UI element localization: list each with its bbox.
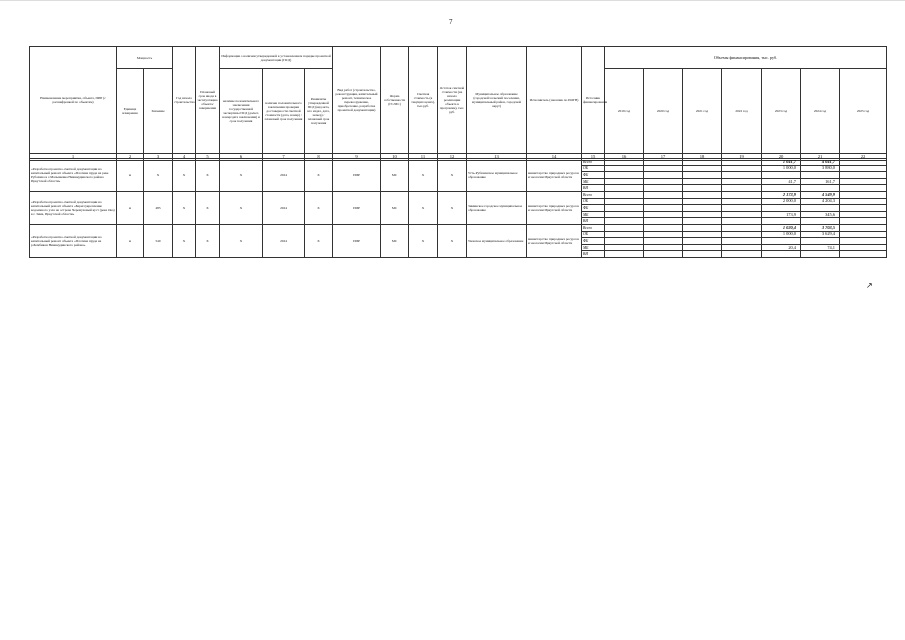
col-num: 21 — [801, 154, 840, 161]
year-2023-value — [762, 238, 801, 245]
executor-cell: министерство природных ресурсов и экологии Иркутской области — [527, 159, 582, 192]
year-value-cell — [722, 159, 762, 166]
year-2024-value: 4 041,7 — [801, 159, 840, 166]
year-2025-value — [840, 172, 887, 179]
municipality-cell: Зиминское городское муниципальное образование — [467, 191, 527, 224]
col-header-start-year: Год начала строительства — [173, 47, 196, 154]
year-value-cell — [605, 251, 644, 258]
year-value-cell — [605, 159, 644, 166]
table-row — [30, 159, 887, 166]
year-value-cell — [644, 178, 683, 185]
col-num: 22 — [840, 154, 887, 161]
year-2023-value — [762, 205, 801, 212]
year-2025-value — [840, 218, 887, 225]
col-num: 10 — [381, 154, 409, 161]
col-num: 8 — [305, 154, 333, 161]
ownership-cell: МС — [381, 159, 409, 192]
funding-source-cell: ФБ — [582, 205, 605, 212]
year-value-cell — [722, 205, 762, 212]
remaining-cost-cell: Х — [438, 159, 467, 192]
col-header-value: Значение — [144, 69, 173, 154]
work-type-cell: ПИР — [333, 191, 381, 224]
year-2025-value — [840, 224, 887, 231]
year-value-cell — [644, 159, 683, 166]
col-num: 9 — [333, 154, 381, 161]
col-num: 16 — [605, 154, 644, 161]
project-name: «Разработка проектно-сметной документации на капитальный ремонт объекта «Плотина пруда на реке Рубахина в с.Малышевка Нижнеудинского района Иркутской области» — [30, 159, 117, 192]
continuation-arrow-icon: ↗ — [866, 281, 873, 290]
year-2023-value — [762, 172, 801, 179]
year-value-cell — [644, 244, 683, 251]
year-2023-value — [762, 185, 801, 192]
col-num: 19 — [722, 154, 762, 161]
col-num: 15 — [582, 154, 605, 161]
year-2024-value: 3 880,0 — [801, 165, 840, 172]
year-value-cell — [644, 251, 683, 258]
col-header-year-2021: 2021 год — [683, 69, 722, 154]
year-value-cell — [683, 205, 722, 212]
page-number: 7 — [449, 18, 453, 26]
year-2024-value: 74,1 — [801, 244, 840, 251]
year-value-cell — [722, 191, 762, 198]
year-2023-value — [762, 251, 801, 258]
year-2023-value: 2 173,9 — [762, 191, 801, 198]
col-header-work-type: Вид работ (строительство, реконструкция, капитальный ремонт, техническое перевооружение, приобретение, разработка проектной документации) — [333, 47, 381, 154]
year-value-cell — [683, 178, 722, 185]
col-num: 11 — [409, 154, 438, 161]
year-value-cell — [683, 191, 722, 198]
expert-year-cell: 2024 — [263, 159, 305, 192]
year-value-cell — [644, 211, 683, 218]
col-header-requisites: Реквизиты утвержденной ПСД (вид акта, кто издал, дата, номер) / плановый срок получения — [305, 69, 333, 154]
docs-cell: Х — [220, 224, 263, 257]
year-2023-value: 1 000,0 — [762, 165, 801, 172]
year-value-cell — [683, 218, 722, 225]
col-num: 12 — [438, 154, 467, 161]
year-2024-value: 345,6 — [801, 211, 840, 218]
ownership-cell: МС — [381, 191, 409, 224]
year-2025-value — [840, 211, 887, 218]
year-2025-value — [840, 231, 887, 238]
projects-table-body — [29, 158, 887, 258]
year-value-cell — [683, 238, 722, 245]
year-2024-value: 4 204,3 — [801, 198, 840, 205]
expert-year-cell: 2024 — [263, 191, 305, 224]
estimated-cost-cell: Х — [409, 159, 438, 192]
col-header-name: Наименование мероприятия, объекта, ПИР (с расшифровкой по объектам) — [30, 47, 117, 154]
col-num: 7 — [263, 154, 305, 161]
year-value-cell — [722, 218, 762, 225]
year-2024-value — [801, 218, 840, 225]
year-value-cell — [644, 218, 683, 225]
year-value-cell — [683, 231, 722, 238]
year-value-cell — [722, 178, 762, 185]
year-2023-value: 41,7 — [762, 178, 801, 185]
start-year-cell: Х — [173, 224, 196, 257]
year-value-cell — [605, 185, 644, 192]
year-2025-value — [840, 198, 887, 205]
municipality-cell: Уковское муниципальное образование — [467, 224, 527, 257]
year-2024-value: 161,7 — [801, 178, 840, 185]
year-2023-value: 2 000,0 — [762, 198, 801, 205]
col-header-year-2025: 2025 год — [840, 69, 887, 154]
year-2024-value — [801, 238, 840, 245]
work-type-cell: ПИР — [333, 159, 381, 192]
commission-cell: Х — [196, 191, 220, 224]
scan-edge — [0, 0, 905, 1]
col-header-year-2023: 2023 год — [762, 69, 801, 154]
col-header-docs-availability: наличие положительного заключения государственной экспертизы ПСД (да/нет, номер/дата заключения) и срок получения — [220, 69, 263, 154]
year-value-cell — [683, 172, 722, 179]
year-value-cell — [683, 244, 722, 251]
year-2025-value — [840, 205, 887, 212]
year-value-cell — [605, 178, 644, 185]
funding-source-cell: Всего — [582, 159, 605, 166]
funding-source-cell: ФБ — [582, 172, 605, 179]
funding-source-cell: МБ — [582, 244, 605, 251]
commission-cell: Х — [196, 159, 220, 192]
year-2024-value — [801, 172, 840, 179]
year-value-cell — [722, 238, 762, 245]
year-value-cell — [722, 165, 762, 172]
year-value-cell — [722, 231, 762, 238]
table-row — [30, 224, 887, 231]
col-header-year-2022: 2022 год — [722, 69, 762, 154]
col-header-design-docs: Информация о наличии утвержденной в установленном порядке проектной документации (ПСД) — [220, 47, 333, 69]
year-value-cell — [644, 172, 683, 179]
col-num: 14 — [527, 154, 582, 161]
year-value-cell — [722, 172, 762, 179]
year-2025-value — [840, 165, 887, 172]
capacity-value: Х — [144, 159, 173, 192]
year-2024-value: 4 549,9 — [801, 191, 840, 198]
requisites-cell: Х — [305, 191, 333, 224]
funding-source-cell: Всего — [582, 224, 605, 231]
year-2025-value — [840, 191, 887, 198]
col-header-expert-conclusion: наличие положительного заключения проверки достоверности сметной стоимости (дата, номер) / плановый срок получения — [263, 69, 305, 154]
financing-table — [29, 46, 887, 161]
unit-cell: м — [117, 191, 144, 224]
year-2024-value — [801, 205, 840, 212]
funding-source-cell: ВИ — [582, 251, 605, 258]
year-value-cell — [605, 211, 644, 218]
col-header-capacity: Мощность — [117, 47, 173, 69]
col-num: 13 — [467, 154, 527, 161]
year-2023-value — [762, 218, 801, 225]
funding-source-cell: ОБ — [582, 198, 605, 205]
work-type-cell: ПИР — [333, 224, 381, 257]
funding-source-cell: ВИ — [582, 185, 605, 192]
col-header-year-2020: 2020 год — [644, 69, 683, 154]
year-value-cell — [722, 244, 762, 251]
executor-cell: министерство природных ресурсов и экологии Иркутской области — [527, 224, 582, 257]
col-header-executor: Исполнитель (заказчик по ИОГВ) — [527, 47, 582, 154]
year-2024-value — [801, 251, 840, 258]
year-value-cell — [605, 165, 644, 172]
unit-cell: м — [117, 224, 144, 257]
requisites-cell: Х — [305, 224, 333, 257]
col-header-remaining-cost: Остаток сметной стоимости (на начало реализации объекта в программе), тыс. руб. — [438, 47, 467, 154]
funding-source-cell: ОБ — [582, 165, 605, 172]
project-name: «Разработка проектно-сметной документации на капитальный ремонт объекта «Берегоукрепление водоемного узла на острове Черемуховый куст (река Ока) в г. Зима, Иркутской области» — [30, 191, 117, 224]
year-value-cell — [683, 198, 722, 205]
docs-cell: Х — [220, 191, 263, 224]
requisites-cell: Х — [305, 159, 333, 192]
year-2023-value: 1 000,0 — [762, 231, 801, 238]
col-header-volumes: Объемы финансирования, тыс. руб. — [605, 47, 887, 69]
col-header-unit: Единица измерения — [117, 69, 144, 154]
year-value-cell — [644, 165, 683, 172]
year-value-cell — [605, 244, 644, 251]
ownership-cell: МС — [381, 224, 409, 257]
year-value-cell — [644, 185, 683, 192]
funding-source-cell: Всего — [582, 191, 605, 198]
year-value-cell — [605, 172, 644, 179]
funding-source-cell: МБ — [582, 211, 605, 218]
capacity-value: 485 — [144, 191, 173, 224]
municipality-cell: Усть-Рубахинское муниципальное образование — [467, 159, 527, 192]
docs-cell: Х — [220, 159, 263, 192]
year-value-cell — [683, 211, 722, 218]
col-num: 17 — [644, 154, 683, 161]
estimated-cost-cell: Х — [409, 191, 438, 224]
year-2025-value — [840, 185, 887, 192]
year-2025-value — [840, 159, 887, 166]
year-value-cell — [683, 159, 722, 166]
col-header-commission: Плановый срок ввода в эксплуатацию объекта/завершения — [196, 47, 220, 154]
year-value-cell — [722, 251, 762, 258]
unit-cell: м — [117, 159, 144, 192]
col-num: 20 — [762, 154, 801, 161]
year-value-cell — [644, 231, 683, 238]
year-value-cell — [605, 198, 644, 205]
year-value-cell — [683, 165, 722, 172]
table-row — [30, 191, 887, 198]
project-name: «Разработка проектно-сметной документации на капитальный ремонт объекта «Плотина пруда на р.Бомбикан Нижнеудинского района» — [30, 224, 117, 257]
col-header-ownership: Форма собственности (ГС/МС) — [381, 47, 409, 154]
year-2023-value: 1 020,4 — [762, 224, 801, 231]
year-value-cell — [644, 191, 683, 198]
funding-source-cell: ФБ — [582, 238, 605, 245]
col-header-year-2024: 2024 год — [801, 69, 840, 154]
col-num: 5 — [196, 154, 220, 161]
col-num: 18 — [683, 154, 722, 161]
col-num: 4 — [173, 154, 196, 161]
year-value-cell — [683, 185, 722, 192]
remaining-cost-cell: Х — [438, 224, 467, 257]
year-2023-value: 20,4 — [762, 244, 801, 251]
col-num: 2 — [117, 154, 144, 161]
capacity-value: 540 — [144, 224, 173, 257]
year-value-cell — [605, 224, 644, 231]
col-num: 6 — [220, 154, 263, 161]
year-value-cell — [644, 198, 683, 205]
year-value-cell — [644, 224, 683, 231]
funding-source-cell: ОБ — [582, 231, 605, 238]
col-num: 3 — [144, 154, 173, 161]
col-header-year-2019: 2019 год — [605, 69, 644, 154]
executor-cell: министерство природных ресурсов и экологии Иркутской области — [527, 191, 582, 224]
year-value-cell — [722, 185, 762, 192]
year-value-cell — [644, 238, 683, 245]
year-value-cell — [605, 191, 644, 198]
year-2024-value: 3 629,4 — [801, 231, 840, 238]
year-value-cell — [683, 224, 722, 231]
estimated-cost-cell: Х — [409, 224, 438, 257]
year-2025-value — [840, 251, 887, 258]
funding-source-cell: МБ — [582, 178, 605, 185]
year-2023-value: 173,9 — [762, 211, 801, 218]
year-2025-value — [840, 238, 887, 245]
year-2024-value: 3 703,5 — [801, 224, 840, 231]
year-2024-value — [801, 185, 840, 192]
year-value-cell — [722, 211, 762, 218]
col-num: 1 — [30, 154, 117, 161]
col-header-municipality: Муниципальное образование (городской/сельский поселения, муниципальный район, городской округ) — [467, 47, 527, 154]
year-value-cell — [722, 224, 762, 231]
start-year-cell: Х — [173, 159, 196, 192]
year-value-cell — [605, 205, 644, 212]
commission-cell: Х — [196, 224, 220, 257]
year-value-cell — [644, 205, 683, 212]
remaining-cost-cell: Х — [438, 191, 467, 224]
expert-year-cell: 2024 — [263, 224, 305, 257]
year-2025-value — [840, 244, 887, 251]
funding-source-cell: ВИ — [582, 218, 605, 225]
year-2025-value — [840, 178, 887, 185]
year-value-cell — [605, 218, 644, 225]
year-value-cell — [683, 251, 722, 258]
year-value-cell — [722, 198, 762, 205]
year-value-cell — [605, 238, 644, 245]
start-year-cell: Х — [173, 191, 196, 224]
col-header-source: Источник финансирования — [582, 47, 605, 154]
year-2023-value: 1 041,7 — [762, 159, 801, 166]
year-value-cell — [605, 231, 644, 238]
col-header-estimated-cost: Сметная стоимость (в текущих ценах), тыс.руб. — [409, 47, 438, 154]
